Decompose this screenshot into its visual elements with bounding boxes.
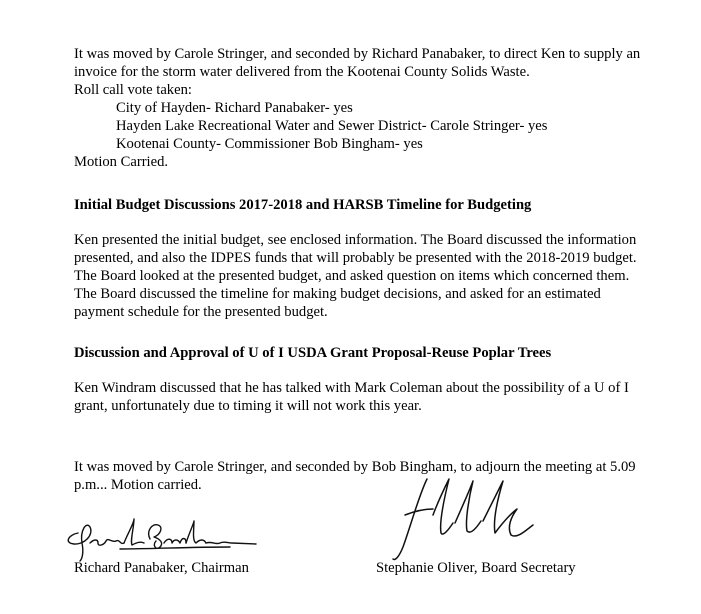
budget-text-line: The Board looked at the presented budget, and asked question on items which concerned them. — [74, 268, 630, 284]
vote-line: Hayden Lake Recreational Water and Sewer District- Carole Stringer- yes — [116, 118, 548, 134]
storm-water-motion — [74, 45, 674, 171]
grant-text-line: Ken Windram discussed that he has talked with Mark Coleman about the possibility of a U of I — [74, 380, 629, 396]
chairman-signature — [60, 513, 260, 563]
budget-section-body — [74, 231, 674, 321]
budget-text-line: The Board discussed the timeline for making budget decisions, and asked for an estimated — [74, 286, 601, 302]
budget-text-line: Ken presented the initial budget, see enclosed information. The Board discussed the information — [74, 232, 637, 248]
grant-text-line: grant, unfortunately due to timing it will not work this year. — [74, 398, 422, 414]
adjourn-text-line: It was moved by Carole Stringer, and seconded by Bob Bingham, to adjourn the meeting at 5.09 — [74, 459, 636, 475]
adjourn-motion — [74, 458, 674, 494]
vote-line: City of Hayden- Richard Panabaker- yes — [116, 100, 353, 116]
motion-result: Motion Carried. — [74, 154, 169, 170]
budget-section-heading: Initial Budget Discussions 2017-2018 and HARSB Timeline for Budgeting — [74, 197, 532, 213]
grant-section-body — [74, 379, 674, 415]
chairman-name: Richard Panabaker, Chairman — [74, 560, 249, 576]
grant-section-heading: Discussion and Approval of U of I USDA Grant Proposal-Reuse Poplar Trees — [74, 345, 552, 361]
vote-line: Kootenai County- Commissioner Bob Bingham- yes — [116, 136, 423, 152]
adjourn-text-line: p.m... Motion carried. — [74, 477, 202, 493]
secretary-signature — [375, 475, 545, 565]
budget-text-line: payment schedule for the presented budget. — [74, 304, 328, 320]
roll-call-label: Roll call vote taken: — [74, 82, 192, 98]
motion-text-line: invoice for the storm water delivered from the Kootenai County Solids Waste. — [74, 64, 530, 80]
motion-text-line: It was moved by Carole Stringer, and seconded by Richard Panabaker, to direct Ken to supply an — [74, 46, 641, 62]
budget-text-line: presented, and also the IDPES funds that will probably be presented with the 2018-2019 budget. — [74, 250, 637, 266]
secretary-name: Stephanie Oliver, Board Secretary — [376, 560, 576, 576]
